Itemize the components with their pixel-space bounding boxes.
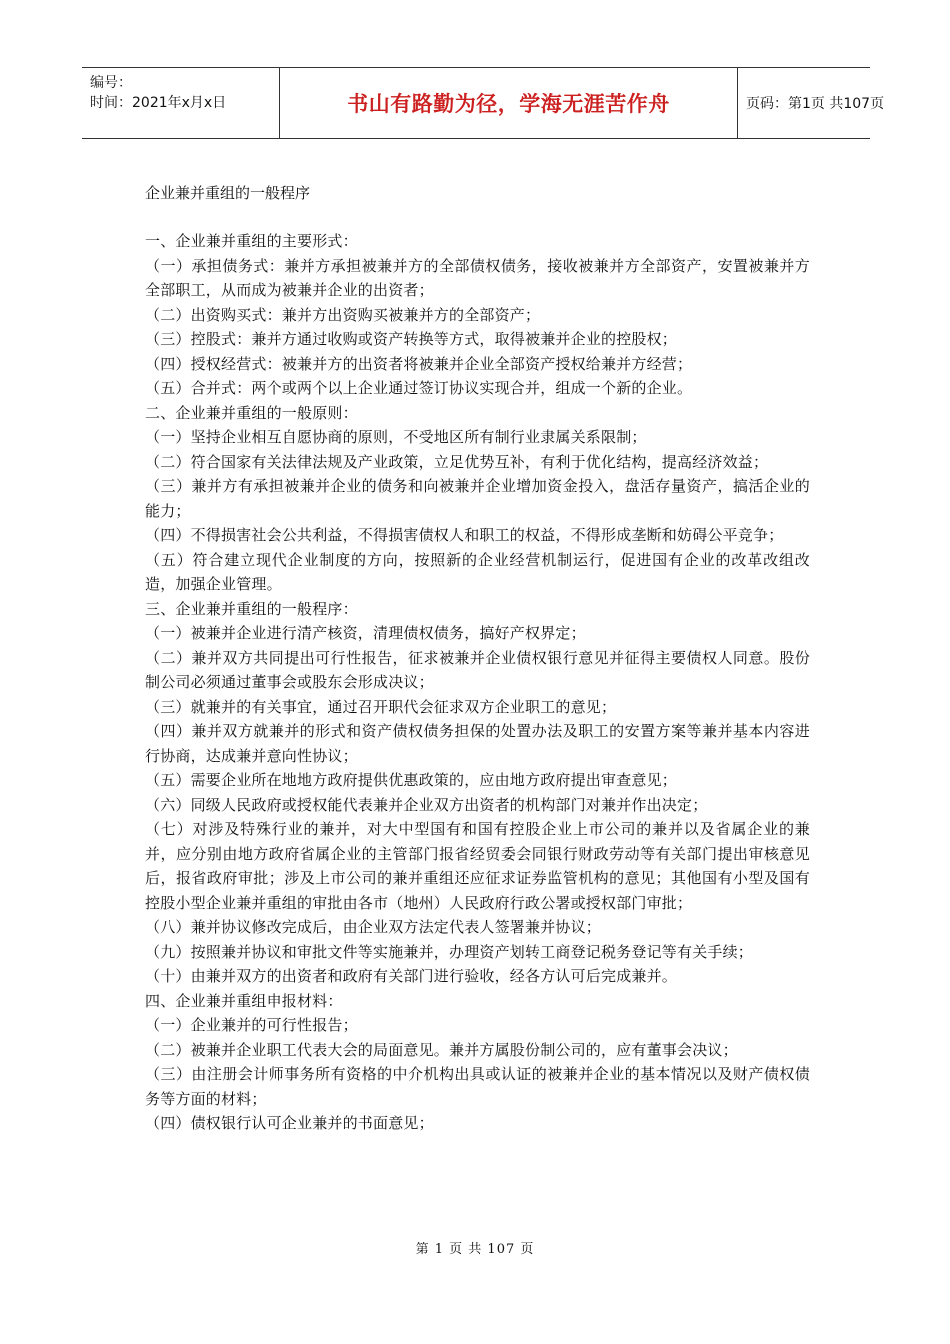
- paragraph: （一）坚持企业相互自愿协商的原则，不受地区所有制行业隶属关系限制；: [145, 428, 647, 446]
- header-page-cell: [738, 68, 885, 138]
- paragraph: （一）承担债务式：兼并方承担被兼并方的全部债权债务，接收被兼并方全部资产，安置被兼并方全部职工，从而成为被兼并企业的出资者；: [145, 256, 810, 299]
- paragraph: 三、企业兼并重组的一般程序：: [145, 599, 358, 618]
- header-page-info: 页码：第1页 共107页: [746, 96, 885, 112]
- paragraph: （三）兼并方有承担被兼并企业的债务和向被兼并企业增加资金投入，盘活存量资产，搞活企业的能力；: [145, 477, 810, 520]
- paragraph: （四）兼并双方就兼并的形式和资产债权债务担保的处置办法及职工的安置方案等兼并基本内容进行协商，达成兼并意向性协议；: [145, 722, 810, 765]
- page-header: [82, 67, 885, 139]
- document-number-label: 编号：: [90, 75, 132, 91]
- paragraph: （一）企业兼并的可行性报告；: [145, 1016, 358, 1034]
- header-left-cell: [82, 68, 280, 138]
- paragraph: （二）兼并双方共同提出可行性报告，征求被兼并企业债权银行意见并征得主要债权人同意。股份制公司必须通过董事会或股东会形成决议；: [145, 648, 810, 691]
- page-footer: 第 1 页 共 107 页: [415, 1242, 535, 1257]
- paragraph: （八）兼并协议修改完成后，由企业双方法定代表人签署兼并协议；: [145, 918, 602, 936]
- paragraph: （三）控股式：兼并方通过收购或资产转换等方式，取得被兼并企业的控股权；: [145, 330, 678, 348]
- paragraph: （五）合并式：两个或两个以上企业通过签订协议实现合并，组成一个新的企业。: [145, 379, 693, 397]
- paragraph: （五）需要企业所在地地方政府提供优惠政策的，应由地方政府提出审查意见；: [145, 771, 678, 789]
- document-date-label: 时间：2021年x月x日: [90, 95, 227, 111]
- paragraph: 四、企业兼并重组申报材料：: [145, 991, 343, 1010]
- document-body: [145, 181, 810, 1136]
- paragraph-list: [145, 229, 810, 1136]
- paragraph: （四）不得损害社会公共利益，不得损害债权人和职工的权益，不得形成垄断和妨碍公平竞争；: [145, 526, 784, 544]
- paragraph: （六）同级人民政府或授权能代表兼并企业双方出资者的机构部门对兼并作出决定；: [145, 795, 708, 814]
- paragraph: （一）被兼并企业进行清产核资，清理债权债务，搞好产权界定；: [145, 624, 586, 642]
- paragraph: （四）授权经营式：被兼并方的出资者将被兼并企业全部资产授权给兼并方经营；: [145, 354, 693, 373]
- paragraph: （七）对涉及特殊行业的兼并，对大中型国有和国有控股企业上市公司的兼并以及省属企业的兼并，应分别由地方政府省属企业的主管部门报省经贸委会同银行财政劳动等有关部门提出审核意见后，报省政府审批；涉及上市公司的兼并重组还应征求证券监管机构的意见；其他国有小型及国有控股小型企业兼并重组的审批由各市（地州）人民政府行政公署或授权部门审批；: [145, 820, 810, 912]
- paragraph: （四）债权银行认可企业兼并的书面意见；: [145, 1114, 434, 1132]
- paragraph: 一、企业兼并重组的主要形式：: [145, 232, 358, 250]
- header-motto: 书山有路勤为径，学海无涯苦作舟: [347, 92, 670, 116]
- paragraph: （二）被兼并企业职工代表大会的局面意见。兼并方属股份制公司的，应有董事会决议；: [145, 1040, 738, 1059]
- paragraph: （三）就兼并的有关事宜，通过召开职代会征求双方企业职工的意见；: [145, 697, 617, 716]
- paragraph: （三）由注册会计师事务所有资格的中介机构出具或认证的被兼并企业的基本情况以及财产债权债务等方面的材料；: [145, 1065, 810, 1108]
- paragraph: （二）符合国家有关法律法规及产业政策，立足优势互补，有利于优化结构，提高经济效益；: [145, 452, 769, 471]
- paragraph: （十）由兼并双方的出资者和政府有关部门进行验收，经各方认可后完成兼并。: [145, 967, 678, 985]
- header-motto-cell: [280, 68, 738, 138]
- document-title: 企业兼并重组的一般程序: [145, 184, 311, 202]
- paragraph: （九）按照兼并协议和审批文件等实施兼并，办理资产划转工商登记税务登记等有关手续；: [145, 942, 754, 961]
- paragraph: （五）符合建立现代企业制度的方向，按照新的企业经营机制运行，促进国有企业的改革改组改造，加强企业管理。: [145, 550, 810, 593]
- paragraph: （二）出资购买式：兼并方出资购买被兼并方的全部资产；: [145, 305, 541, 324]
- paragraph: 二、企业兼并重组的一般原则：: [145, 403, 358, 422]
